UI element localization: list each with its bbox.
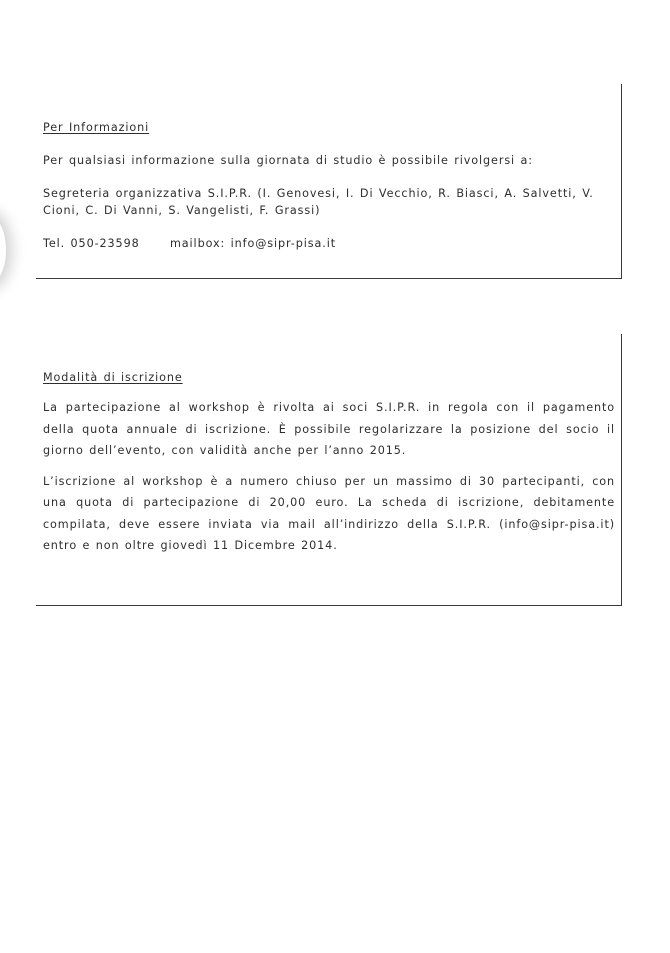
info-secretariat: Segreteria organizzativa S.I.P.R. (I. Genovesi, I. Di Vecchio, R. Biasci, A. Salvetti, V. Cioni, C. Di Vanni, S. Vangelisti, F. Grassi) <box>43 187 594 217</box>
info-contacts <box>43 235 615 252</box>
registration-paragraph-1: La partecipazione al workshop è rivolta ai soci S.I.P.R. in regola con il pagamento della quota annuale di iscrizione. È possibile regolarizzare la posizione del socio il giorno dell’evento, con validità anche per l’anno 2015. <box>43 401 615 457</box>
info-intro: Per qualsiasi informazione sulla giornata di studio è possibile rivolgersi a: <box>43 154 533 167</box>
registration-section <box>36 334 622 606</box>
registration-heading: Modalità di iscrizione <box>43 371 183 384</box>
mailbox-address: mailbox: info@sipr-pisa.it <box>170 237 336 250</box>
info-heading: Per Informazioni <box>43 121 150 134</box>
phone-number: Tel. 050-23598 <box>43 237 140 250</box>
registration-paragraph-2: L’iscrizione al workshop è a numero chiuso per un massimo di 30 partecipanti, con una quota di partecipazione di 20,00 euro. La scheda di iscrizione, debitamente compilata, deve essere inviata via mail all’indirizzo della S.I.P.R. (info@sipr-pisa.it) entro e non oltre giovedì 11 Dicembre 2014. <box>43 474 615 552</box>
page-edge-shadow <box>0 215 6 285</box>
info-section <box>36 84 622 279</box>
